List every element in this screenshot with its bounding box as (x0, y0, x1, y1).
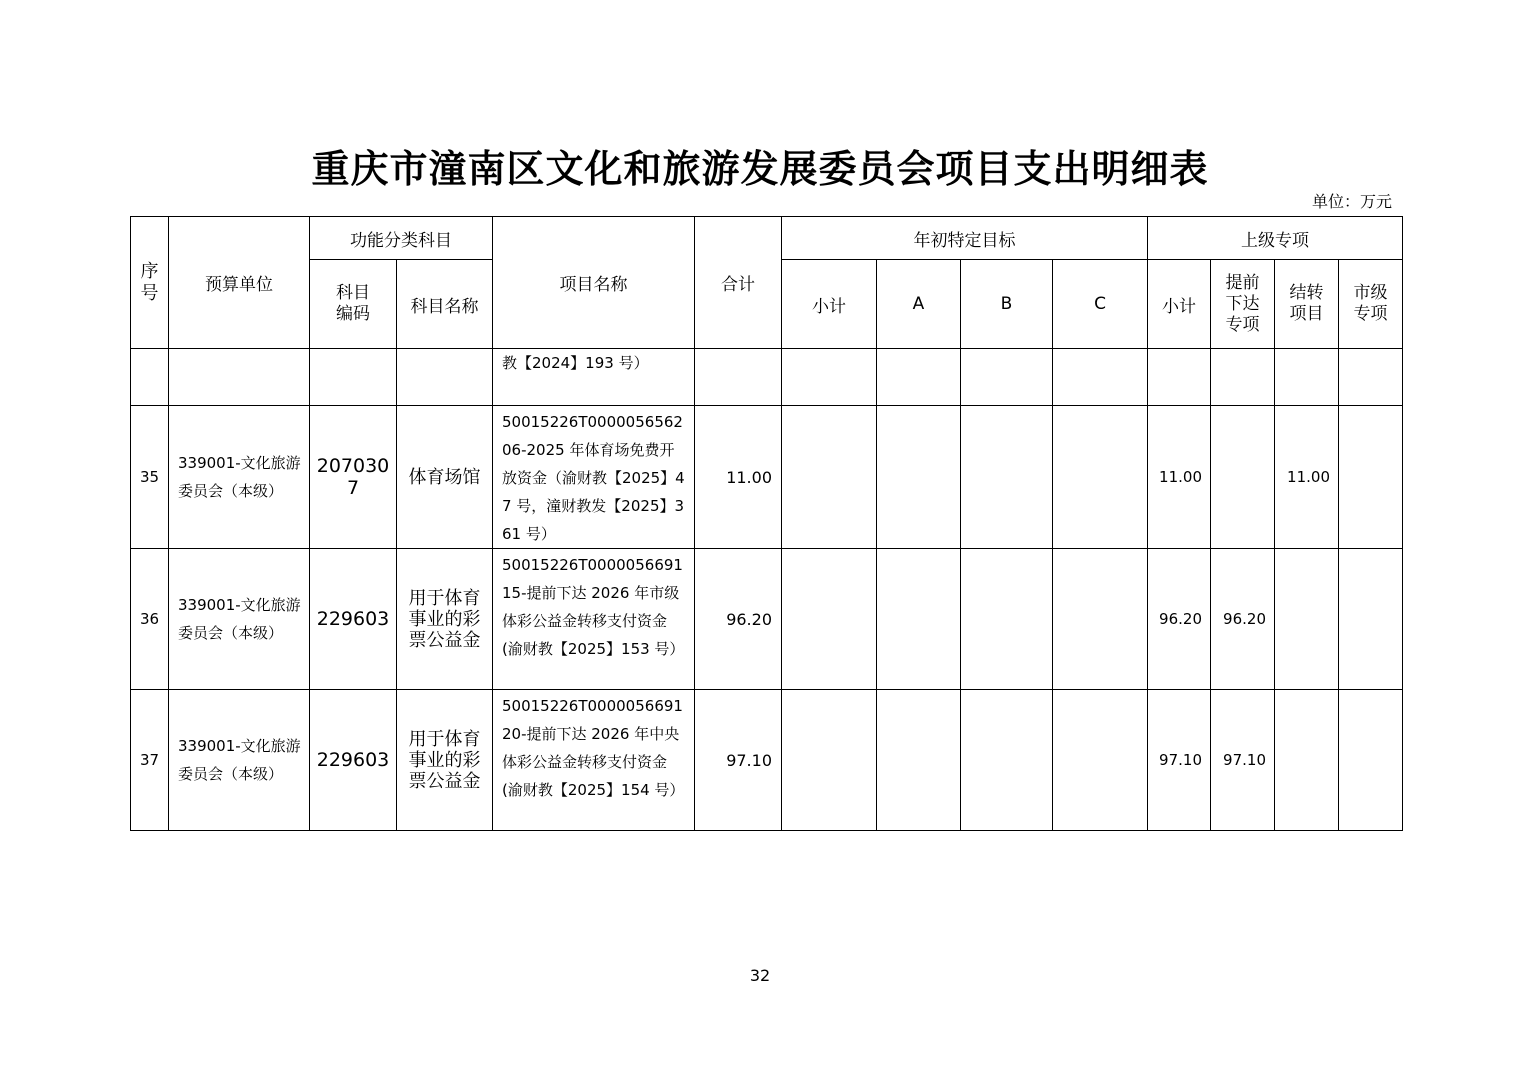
table-row (131, 690, 1403, 831)
subject-name-cell: 体育场馆 (397, 406, 493, 549)
header-seq: 序号 (131, 217, 169, 349)
header-subject-name: 科目名称 (397, 260, 493, 349)
header-func-category: 功能分类科目 (310, 217, 493, 260)
city-cell (1339, 406, 1403, 549)
header-a: A (877, 260, 961, 349)
header-subtotal: 小计 (782, 260, 877, 349)
carryover-cell: 11.00 (1275, 406, 1339, 549)
header-row-1 (131, 217, 1403, 260)
seq-cell: 37 (131, 690, 169, 831)
sup-subtotal-cell: 96.20 (1148, 549, 1211, 690)
sup-subtotal-cell: 11.00 (1148, 406, 1211, 549)
header-carryover: 结转项目 (1275, 260, 1339, 349)
project-name-cell: 50015226T000005669115-提前下达 2026 年市级体彩公益金转移支付资金(渝财教【2025】153 号） (493, 549, 695, 690)
expenditure-table (130, 216, 1403, 831)
page-title: 重庆市潼南区文化和旅游发展委员会项目支出明细表 (311, 146, 1209, 191)
carryover-cell (1275, 690, 1339, 831)
header-city: 市级专项 (1339, 260, 1403, 349)
budget-unit-cell: 339001-文化旅游委员会（本级） (169, 690, 310, 831)
header-superior: 上级专项 (1148, 217, 1403, 260)
header-advance: 提前下达专项 (1211, 260, 1275, 349)
header-sup-subtotal: 小计 (1148, 260, 1211, 349)
budget-unit-cell: 339001-文化旅游委员会（本级） (169, 549, 310, 690)
unit-label: 单位：万元 (1311, 192, 1392, 211)
subject-name-cell: 用于体育事业的彩票公益金 (397, 549, 493, 690)
seq-cell: 35 (131, 406, 169, 549)
header-total: 合计 (695, 217, 782, 349)
header-subject-code: 科目编码 (310, 260, 397, 349)
table-row (131, 549, 1403, 690)
advance-cell (1211, 406, 1275, 549)
advance-cell: 97.10 (1211, 690, 1275, 831)
total-cell: 11.00 (695, 406, 782, 549)
project-name-cell: 教【2024】193 号） (493, 349, 695, 406)
budget-unit-cell: 339001-文化旅游委员会（本级） (169, 406, 310, 549)
header-year-target: 年初特定目标 (782, 217, 1148, 260)
project-name-cell: 50015226T000005656206-2025 年体育场免费开放资金（渝财教【2025】47 号，潼财教发【2025】361 号） (493, 406, 695, 549)
advance-cell: 96.20 (1211, 549, 1275, 690)
header-b: B (961, 260, 1053, 349)
city-cell (1339, 690, 1403, 831)
subject-name-cell: 用于体育事业的彩票公益金 (397, 690, 493, 831)
subject-code-cell: 2070307 (310, 406, 397, 549)
subject-code-cell: 229603 (310, 690, 397, 831)
header-budget-unit: 预算单位 (169, 217, 310, 349)
subject-code-cell: 229603 (310, 549, 397, 690)
carryover-cell (1275, 549, 1339, 690)
table-row-continued (131, 349, 1403, 406)
sup-subtotal-cell: 97.10 (1148, 690, 1211, 831)
header-project-name: 项目名称 (493, 217, 695, 349)
seq-cell: 36 (131, 549, 169, 690)
total-cell: 97.10 (695, 690, 782, 831)
page-number: 32 (749, 966, 771, 985)
table-row (131, 406, 1403, 549)
header-c: C (1053, 260, 1148, 349)
project-name-cell: 50015226T000005669120-提前下达 2026 年中央体彩公益金转移支付资金(渝财教【2025】154 号） (493, 690, 695, 831)
city-cell (1339, 549, 1403, 690)
total-cell: 96.20 (695, 549, 782, 690)
